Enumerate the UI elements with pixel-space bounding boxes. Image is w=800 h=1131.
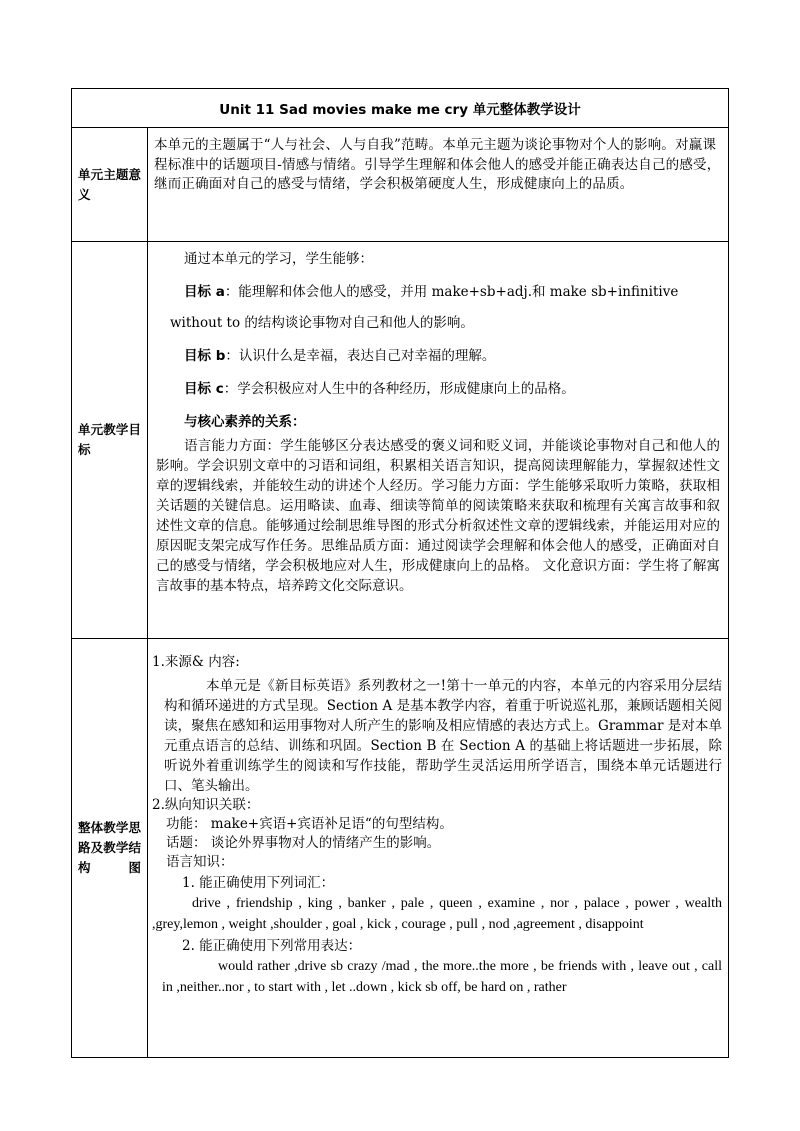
goal-a-label: 目标 a	[184, 284, 225, 300]
goal-c-label: 目标 c	[184, 381, 224, 397]
teaching-plan-table	[71, 88, 729, 1058]
goal-a-continued: without to 的结构谈论事物对自己和他人的影响。	[170, 315, 474, 331]
goal-b	[156, 347, 720, 366]
relation-heading-text: 与核心素养的关系：	[184, 414, 306, 430]
vertical-heading: 2.纵向知识关联：	[152, 797, 260, 813]
function-line: 功能： make+宾语+宾语补足语“的句型结构。	[166, 816, 453, 832]
document-title: Unit 11 Sad movies make me cry 单元整体教学设计	[72, 89, 729, 128]
table-row	[72, 128, 729, 242]
goal-c-text: ：学会积极应对人生中的各种经历，形成健康向上的品格。	[223, 381, 575, 397]
row-label-theme: 单元主题意义	[72, 128, 148, 242]
row-label-structure: 整体教学思路及教学结构图	[72, 639, 148, 1058]
structure-content	[148, 639, 729, 1058]
goal-a-text: ：能理解和体会他人的感受，并用 make+sb+adj.和 make sb+infinitive	[224, 284, 679, 300]
goals-content	[148, 242, 729, 639]
vocab-list: drive , friendship , king , banker , pale , queen , examine , nor , palace , power , wealth ,grey,lemon , weight ,shoulder , goal , kick , courage , pull , nod ,agreement , disappoint	[152, 896, 722, 932]
table-row	[72, 639, 729, 1058]
vocab-heading: 1. 能正确使用下列词汇：	[182, 875, 335, 891]
goal-b-label: 目标 b	[184, 348, 226, 364]
goal-b-text: ：认识什么是幸福，表达自己对幸福的理解。	[225, 348, 496, 364]
expr-heading: 2. 能正确使用下列常用表达：	[182, 938, 362, 954]
source-heading: 1.来源& 内容:	[152, 654, 240, 670]
goal-c	[156, 380, 720, 399]
relation-paragraph: 语言能力方面：学生能够区分表达感受的褒义词和贬义词，并能谈论事物对自己和他人的影响。学会识别文章中的习语和词组，积累相关语言知识，提高阅读理解能力，掌握叙述性文章的逻辑线索，并能较生动的讲述个人经历。学习能力方面：学生能够采取听力策略，获取相关话题的关键信息。运用略读、血毒、细读等简单的阅读策略来获取和梳理有关寓言故事和叙述性文章的信息。能够通过绘制思维导图的形式分析叙述性文章的逻辑线索，并能运用对应的原因昵支架完成写作任务。思维品质方面：通过阅读学会理解和体会他人的感受，正确面对自己的感受与情绪，学会积极地应对人生，形成健康向上的品格。 文化意识方面：学生将了解寓言故事的基本特点，培养跨文化交际意识。	[156, 438, 720, 594]
title-row	[72, 89, 729, 128]
language-line: 语言知识：	[166, 854, 234, 870]
topic-line: 话题： 谈论外界事物对人的情绪产生的影响。	[166, 835, 441, 851]
source-paragraph: 本单元是《新目标英语》系列教材之一!第十一单元的内容，本单元的内容采用分层结构和循环递进的方式呈现。Section A 是基本教学内容，着重于听说巡礼那，兼顾话题相关阅读，聚焦在感知和运用事物对人所产生的影响及相应情感的表达方式上。Grammar 是对本单元重点语言的总结、训练和巩固。Section B 在 Section A 的基础上将话题进一步拓展，除听说外着重训练学生的阅读和写作技能，帮助学生灵活运用所学语言，围绕本单元话题进行口、笔头输出。	[164, 678, 722, 794]
table-row	[72, 242, 729, 639]
relation-heading	[156, 413, 720, 432]
goals-intro: 通过本单元的学习，学生能够：	[184, 251, 373, 267]
row-label-goals: 单元教学目标	[72, 242, 148, 639]
goal-a	[156, 283, 720, 302]
expr-list: would rather ,drive sb crazy /mad , the more..the more , be friends with , leave out , call in ,neither..nor , to start with , let ..down , kick sb off, be hard on , rather	[162, 959, 722, 995]
theme-content: 本单元的主题属于“人与社会、人与自我”范畴。本单元主题为谈论事物对个人的影响。对赢课程标准中的话题项目-情感与情绪。引导学生理解和体会他人的感受并能正确表达自己的感受，继而正确面对自己的感受与情绪，学会积极第硬度人生，形成健康向上的品质。	[148, 128, 729, 242]
